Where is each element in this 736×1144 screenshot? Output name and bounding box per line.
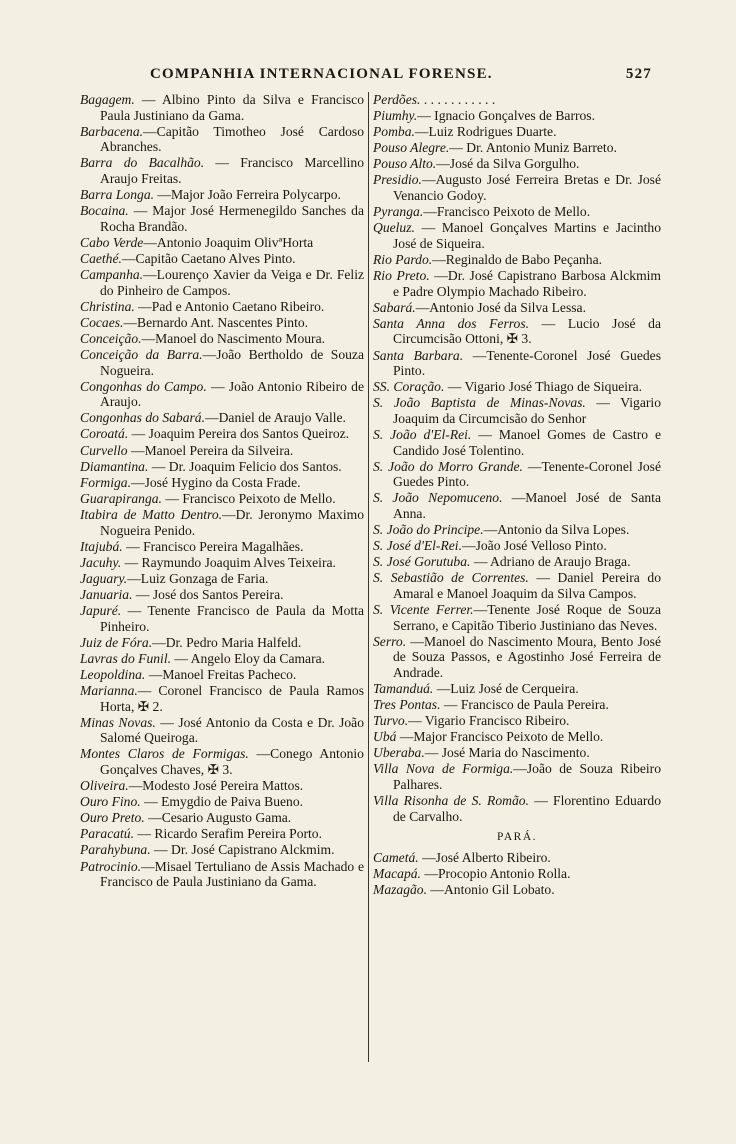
entry-names: —Capitão Caetano Alves Pinto. (121, 250, 296, 266)
directory-entry (80, 507, 364, 538)
place-name: Mazagão. (373, 882, 427, 898)
directory-entry (80, 187, 364, 203)
directory-entry (373, 713, 661, 729)
entry-names: — Francisco Marcellino Araujo Freitas. (100, 155, 364, 186)
entry-names: —Luiz Gonzaga de Faria. (127, 570, 269, 586)
place-name: Japuré. (80, 603, 122, 618)
entry-names: — Ricardo Serafim Pereira Porto. (134, 826, 322, 842)
place-name: Perdões. (373, 92, 421, 107)
entry-names: —José Hygino da Costa Frade. (130, 474, 301, 490)
entry-names: — Joaquim Pereira dos Santos Queiroz. (128, 426, 350, 442)
place-name: Guarapiranga. (80, 490, 162, 506)
entry-names: —Major Francisco Peixoto de Mello. (396, 729, 604, 745)
directory-entry (80, 331, 364, 347)
entry-names: — Ignacio Gonçalves de Barros. (417, 108, 595, 124)
entry-names: —Cesario Augusto Gama. (144, 810, 292, 826)
directory-entry (80, 794, 364, 810)
place-name: Tres Pontas. (373, 697, 441, 713)
directory-entry (80, 651, 364, 667)
entry-names: — José dos Santos Pereira. (132, 586, 284, 602)
entry-names: — Dr. Antonio Muniz Barreto. (449, 140, 617, 156)
directory-entry (373, 761, 661, 792)
directory-entry (80, 235, 364, 251)
directory-entry (80, 746, 364, 777)
place-name: S. João d'El-Rei. (373, 426, 472, 442)
page-header (82, 62, 654, 88)
place-name: Campanha. (80, 267, 144, 283)
entry-names: — Dr. Joaquim Felicio dos Santos. (148, 458, 342, 474)
place-name: Sabará. (373, 299, 416, 315)
place-name: Formiga. (80, 474, 131, 490)
entry-names: —Tenente-Coronel José Guedes Pinto. (393, 458, 662, 490)
directory-entry (373, 252, 661, 268)
entry-names: — Francisco Peixoto de Mello. (161, 490, 336, 506)
place-name: Diamantina. (80, 458, 149, 474)
entry-names: —João Bertholdo de Souza Nogueira. (100, 347, 364, 378)
place-name: Pouso Alegre. (373, 140, 450, 156)
directory-entry (373, 92, 661, 108)
entry-names: — Lucio José da Circumcisão Ottoni, ✠ 3. (393, 315, 662, 347)
directory-entry (373, 850, 661, 866)
entry-names: — Francisco Pereira Magalhães. (122, 538, 304, 554)
directory-entry (80, 426, 364, 442)
place-name: Santa Barbara. (373, 347, 464, 363)
entry-names: — Albino Pinto da Silva e Francisco Paula Justiniano da Gama. (100, 92, 364, 123)
directory-entry (373, 140, 661, 156)
directory-entry (373, 348, 661, 379)
directory-entry (80, 124, 364, 155)
entry-names: —Manoel Freitas Pacheco. (145, 666, 297, 682)
place-name: Presidio. (373, 172, 422, 188)
place-name: Villa Risonha de S. Romão. (373, 793, 529, 809)
place-name: Christina. (80, 298, 135, 314)
para-entries (373, 850, 661, 898)
directory-entry (373, 729, 661, 745)
section-heading-para: PARÁ. (497, 831, 537, 844)
place-name: Leopoldina. (80, 666, 146, 682)
entry-names: —Luiz Rodrigues Duarte. (414, 124, 557, 140)
place-name: Ouro Fino. (80, 794, 141, 810)
place-name: Marianna. (80, 682, 138, 698)
entry-names: —Reginaldo de Babo Peçanha. (432, 251, 603, 267)
column-divider (368, 92, 369, 1062)
place-name: Rio Pardo. (373, 251, 433, 267)
directory-entry (80, 715, 364, 746)
directory-entry (373, 570, 661, 601)
place-name: Itajubá. (80, 538, 123, 554)
entry-names: —Manoel José de Santa Anna. (393, 490, 661, 521)
place-name: Conceição da Barra. (80, 347, 203, 362)
directory-entry (80, 778, 364, 794)
place-name: Tamanduá. (373, 680, 434, 696)
entry-names: —Bernardo Ant. Nascentes Pinto. (123, 314, 309, 330)
directory-entry (373, 697, 661, 713)
place-name: Januaria. (80, 586, 133, 602)
place-name: Cocaes. (80, 314, 124, 330)
place-name: Santa Anna dos Ferros. (373, 315, 530, 331)
place-name: S. Sebastião de Correntes. (373, 570, 529, 586)
place-name: Congonhas do Sabará. (80, 410, 205, 426)
entry-names: — Vigario Francisco Ribeiro. (408, 713, 570, 729)
directory-entry (80, 379, 364, 410)
entry-names: — Coronel Francisco de Paula Ramos Horta, ✠ 2. (100, 682, 364, 714)
entry-names: — Francisco de Paula Pereira. (440, 697, 609, 713)
directory-entry (80, 826, 364, 842)
entry-names: —Conego Antonio Gonçalves Chaves, ✠ 3. (100, 746, 364, 777)
place-name: Lavras do Funil. (80, 650, 172, 666)
directory-entry (80, 475, 364, 491)
directory-entry (373, 866, 661, 882)
directory-entry (373, 459, 661, 490)
place-name: Villa Nova de Formiga. (373, 761, 514, 777)
entry-names: —Misael Tertuliano de Assis Machado e Francisco de Paula Justiniano da Gama. (100, 858, 364, 890)
entry-names: — Dr. José Capistrano Alckmim. (150, 842, 335, 858)
directory-entry (80, 635, 364, 651)
directory-entry (80, 92, 364, 123)
place-name: Coroatá. (80, 426, 129, 442)
entry-names: —João José Velloso Pinto. (461, 538, 607, 554)
place-name: Itabira de Matto Dentro. (80, 506, 223, 522)
left-column (80, 92, 364, 890)
entry-names: —Dr. Pedro Maria Halfeld. (152, 634, 302, 650)
directory-entry (80, 459, 364, 475)
entry-names: —Antonio José da Silva Lessa. (415, 299, 586, 315)
directory-entry (373, 522, 661, 538)
directory-entry (373, 554, 661, 570)
place-name: Oliveira. (80, 778, 129, 794)
place-name: S. José Gorutuba. (373, 554, 471, 570)
place-name: Pomba. (373, 124, 415, 140)
entry-names: —Francisco Peixoto de Mello. (423, 204, 591, 220)
page-number: 527 (625, 66, 652, 82)
entry-names: — Emygdio de Paiva Bueno. (140, 794, 304, 810)
directory-entry (373, 538, 661, 554)
entry-names: —Antonio Joaquim OlivªHorta (143, 234, 314, 250)
place-name: S. João Baptista de Minas-Novas. (373, 395, 586, 411)
page-title: COMPANHIA INTERNACIONAL FORENSE. (150, 66, 493, 82)
directory-entry (373, 156, 661, 172)
directory-entry (80, 410, 364, 426)
place-name: Conceição. (80, 330, 142, 346)
entry-names: — Manoel Gonçalves Martins e Jacintho José de Siqueira. (393, 220, 661, 251)
entry-names: — Florentino Eduardo de Carvalho. (393, 793, 661, 824)
entry-names: —Dr. José Capistrano Barbosa Alckmim e Padre Olympio Machado Ribeiro. (393, 268, 661, 299)
directory-entry (80, 842, 364, 858)
directory-entry (373, 602, 661, 633)
directory-entry (80, 251, 364, 267)
place-name: Parahybuna. (80, 842, 151, 858)
directory-entry (80, 267, 364, 298)
entry-names: —Lourenço Xavier da Veiga e Dr. Feliz do Pinheiro de Campos. (100, 267, 364, 298)
directory-entry (80, 315, 364, 331)
place-name: Macapá. (373, 866, 421, 881)
directory-entry (373, 124, 661, 140)
directory-entry (80, 443, 364, 459)
place-name: S. Vicente Ferrer. (373, 602, 474, 617)
entry-names: —José da Silva Gorgulho. (436, 156, 580, 172)
entry-names: —João de Souza Ribeiro Palhares. (393, 761, 661, 793)
entry-names: —Dr. Jeronymo Maximo Nogueira Penido. (100, 506, 364, 538)
right-column (373, 92, 661, 898)
entry-names: —Manoel do Nascimento Moura. (141, 330, 326, 346)
directory-entry (80, 603, 364, 634)
place-name: Uberaba. (373, 745, 425, 761)
place-name: Piumhy. (373, 108, 418, 124)
entry-names: —Manoel Pereira da Silveira. (127, 442, 294, 458)
place-name: Jaguary. (80, 570, 128, 586)
place-name: Juiz de Fóra. (80, 634, 153, 650)
entry-names: —Capitão Timotheo José Cardoso Abranches. (100, 123, 364, 155)
entry-names: — João Antonio Ribeiro de Araujo. (100, 378, 365, 410)
entry-names: —Manoel do Nascimento Moura, Bento José de Souza Passos, e Agostinho José Ferreira de Andrade. (393, 633, 661, 680)
entry-names: — Vigario Joaquim da Circumcisão do Senhor (393, 395, 661, 426)
entry-names: — Angelo Eloy da Camara. (171, 650, 326, 666)
entry-names: —Major João Ferreira Polycarpo. (154, 187, 341, 203)
directory-entry (80, 571, 364, 587)
right-entries (373, 92, 661, 824)
directory-entry (80, 683, 364, 714)
directory-entry (373, 882, 661, 898)
place-name: Queluz. (373, 220, 415, 236)
entry-names: —Daniel de Araujo Valle. (205, 410, 346, 426)
place-name: Caethé. (80, 250, 122, 266)
place-name: Pouso Alto. (373, 156, 437, 172)
directory-entry (373, 108, 661, 124)
place-name: S. José d'El-Rei. (373, 538, 462, 554)
place-name: Curvello (80, 442, 128, 458)
entry-names: —Modesto José Pereira Mattos. (128, 778, 304, 794)
directory-entry (373, 793, 661, 824)
directory-entry (80, 539, 364, 555)
place-name: Jacuhy. (80, 554, 122, 570)
entry-names: — Tenente Francisco de Paula da Motta Pinheiro. (100, 603, 364, 634)
directory-entry (80, 810, 364, 826)
place-name: S. João Nepomuceno. (373, 490, 503, 506)
entry-names: —Antonio da Silva Lopes. (483, 522, 630, 538)
place-name: Cabo Verde (80, 234, 144, 250)
place-name: Pyranga. (373, 204, 424, 220)
entry-names: — José Maria do Nascimento. (424, 745, 590, 761)
entry-names: — José Antonio da Costa e Dr. João Salomé Queiroga. (100, 714, 364, 746)
entry-names: —Luiz José de Cerqueira. (433, 680, 579, 696)
directory-entry (80, 491, 364, 507)
entry-names: — Raymundo Joaquim Alves Teixeira. (121, 554, 336, 570)
place-name: Patrocinio. (80, 858, 142, 874)
place-name: Bocaina. (80, 203, 129, 219)
place-name: Cametá. (373, 849, 419, 865)
entry-names: . . . . . . . . . . . (420, 92, 496, 107)
place-name: Montes Claros de Formigas. (80, 746, 249, 762)
place-name: Ouro Preto. (80, 810, 145, 826)
directory-entry (80, 299, 364, 315)
place-name: SS. Coração. (373, 379, 445, 395)
directory-entry (373, 300, 661, 316)
entry-names: — Daniel Pereira do Amaral e Manoel Joaquim da Silva Campos. (393, 570, 661, 601)
directory-entry (80, 155, 364, 186)
directory-entry (373, 395, 661, 426)
entry-names: — Adriano de Araujo Braga. (470, 554, 631, 570)
entry-names: —José Alberto Ribeiro. (418, 849, 551, 865)
directory-entry (80, 587, 364, 603)
directory-entry (373, 204, 661, 220)
entry-names: —Procopio Antonio Rolla. (420, 866, 571, 881)
directory-entry (80, 555, 364, 571)
place-name: Bagagem. (80, 92, 135, 107)
directory-entry (373, 634, 661, 681)
place-name: Barra do Bacalhão. (80, 155, 205, 171)
place-name: Minas Novas. (80, 714, 156, 730)
directory-entry (373, 379, 661, 395)
directory-entry (373, 316, 661, 347)
entry-names: —Tenente-Coronel José Guedes Pinto. (393, 347, 661, 379)
directory-entry (80, 347, 364, 378)
directory-entry (373, 220, 661, 251)
directory-entry (373, 681, 661, 697)
directory-entry (80, 203, 364, 234)
place-name: Barbacena. (80, 123, 144, 139)
place-name: S. João do Morro Grande. (373, 458, 523, 474)
entry-names: — Manoel Gomes de Castro e Candido José Tolentino. (393, 426, 661, 458)
directory-entry (373, 427, 661, 458)
directory-entry (373, 268, 661, 299)
entry-names: — Major José Hermenegildo Sanches da Rocha Brandão. (100, 203, 364, 234)
entry-names: —Augusto José Ferreira Bretas e Dr. José Venancio Godoy. (393, 172, 661, 204)
entry-names: —Antonio Gil Lobato. (427, 882, 555, 898)
place-name: Rio Preto. (373, 268, 430, 284)
directory-entry (373, 490, 661, 521)
entry-names: —Pad e Antonio Caetano Ribeiro. (134, 298, 325, 314)
directory-entry (373, 172, 661, 203)
place-name: Serro. (373, 633, 407, 649)
place-name: Paracatú. (80, 826, 134, 842)
place-name: Congonhas do Campo. (80, 378, 207, 394)
directory-entry (80, 667, 364, 683)
directory-entry (80, 859, 364, 890)
entry-names: —Tenente José Roque de Souza Serrano, e Capitão Tiberio Justiniano das Neves. (393, 602, 661, 633)
place-name: S. João do Principe. (373, 522, 484, 538)
place-name: Turvo. (373, 713, 409, 729)
place-name: Ubá (373, 729, 397, 745)
directory-entry (373, 745, 661, 761)
place-name: Barra Longa. (80, 187, 155, 203)
entry-names: — Vigario José Thiago de Siqueira. (444, 379, 643, 395)
